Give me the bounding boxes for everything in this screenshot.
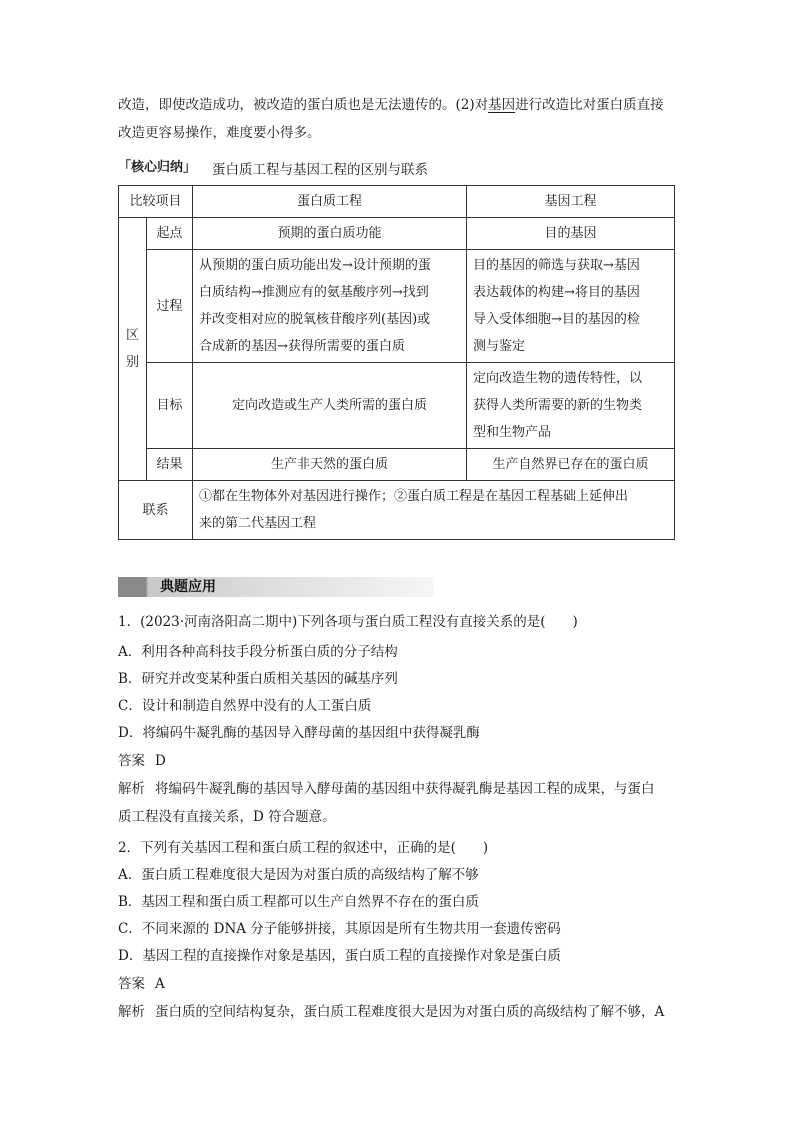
cell-line: 导入受体细胞→目的基因的检 xyxy=(473,312,640,327)
difference-label xyxy=(119,218,147,481)
link-label: 联系 xyxy=(119,481,193,540)
answer-value: D xyxy=(155,753,166,769)
cell-line: ①都在生物体外对基因进行操作；②蛋白质工程是在基因工程基础上延伸出 xyxy=(199,489,629,504)
q1-analysis-line-1 xyxy=(118,779,655,799)
q1-option-b: B．研究并改变某种蛋白质相关基因的碱基序列 xyxy=(118,671,398,687)
header-item: 比较项目 xyxy=(119,186,193,218)
q2-analysis-line-1 xyxy=(118,1002,664,1022)
cell-line: 白质结构→推测应有的氨基酸序列→找到 xyxy=(199,285,429,300)
q1-stem: 1．(2023·河南洛阳高二期中)下列各项与蛋白质工程没有直接关系的是( ) xyxy=(118,614,578,630)
cell-gene xyxy=(467,449,675,481)
q2-option-b: B．基因工程和蛋白质工程都可以生产自然界不存在的蛋白质 xyxy=(118,894,479,910)
cell-protein xyxy=(193,218,467,250)
cell-line: 来的第二代基因工程 xyxy=(199,516,317,531)
analysis-text: 将编码牛凝乳酶的基因导入酵母菌的基因组中获得凝乳酶是基因工程的成果，与蛋白 xyxy=(155,781,655,797)
q2-option-c: C．不同来源的 DNA 分子能够拼接，其原因是所有生物共用一套遗传密码 xyxy=(118,921,561,937)
cell-protein xyxy=(193,250,467,363)
cell-line: 表达载体的构建→将目的基因 xyxy=(473,285,640,300)
q2-option-d: D．基因工程的直接操作对象是基因，蛋白质工程的直接操作对象是蛋白质 xyxy=(118,948,561,964)
cell-line: 获得人类所需要的新的生物类 xyxy=(473,398,643,413)
cell-line: 从预期的蛋白质功能出发→设计预期的蛋 xyxy=(199,258,431,273)
header-protein-engineering: 蛋白质工程 xyxy=(193,186,467,218)
row-label: 目标 xyxy=(147,363,193,449)
cell-line: 并改变相对应的脱氧核苷酸序列(基因)或 xyxy=(199,312,431,327)
table-row-process xyxy=(119,250,675,363)
difference-char-1: 区 xyxy=(125,328,139,343)
intro-text: 进行改造比对蛋白质直接 xyxy=(515,97,664,113)
cell-line: 测与鉴定 xyxy=(473,339,526,354)
cell-line: 生产自然界已存在的蛋白质 xyxy=(492,457,649,472)
table-row-start xyxy=(119,218,675,250)
link-text xyxy=(193,481,675,540)
q1-analysis-line-2: 质工程没有直接关系，D 符合题意。 xyxy=(118,809,336,825)
analysis-text: 蛋白质的空间结构复杂，蛋白质工程难度很大是因为对蛋白质的高级结构了解不够，A xyxy=(155,1004,665,1020)
intro-line-2: 改造更容易操作，难度要小得多。 xyxy=(118,125,321,141)
cell-gene xyxy=(467,363,675,449)
cell-line: 目的基因 xyxy=(544,226,597,241)
q1-option-a: A．利用各种高科技手段分析蛋白质的分子结构 xyxy=(118,644,398,660)
cell-line: 定向改造或生产人类所需的蛋白质 xyxy=(232,398,428,413)
cell-protein xyxy=(193,363,467,449)
q2-option-a: A．蛋白质工程难度很大是因为对蛋白质的高级结构了解不够 xyxy=(118,867,479,883)
intro-line-1 xyxy=(118,95,664,115)
row-label: 起点 xyxy=(147,218,193,250)
underlined-term: 基因 xyxy=(488,97,516,113)
row-label: 结果 xyxy=(147,449,193,481)
cell-gene xyxy=(467,250,675,363)
q2-stem: 2．下列有关基因工程和蛋白质工程的叙述中，正确的是( ) xyxy=(118,840,489,856)
intro-text: 改造，即使改造成功，被改造的蛋白质也是无法遗传的。(2)对 xyxy=(118,97,489,113)
row-label: 过程 xyxy=(147,250,193,363)
header-gene-engineering: 基因工程 xyxy=(467,186,675,218)
section-title: 典题应用 xyxy=(160,579,216,595)
q1-answer xyxy=(118,751,166,771)
cell-line: 生产非天然的蛋白质 xyxy=(271,457,389,472)
cell-line: 型和生物产品 xyxy=(473,425,552,440)
analysis-label: 解析 xyxy=(118,1004,145,1020)
cell-line: 合成新的基因→获得所需要的蛋白质 xyxy=(199,339,405,354)
table-title: 蛋白质工程与基因工程的区别与联系 xyxy=(212,162,428,178)
answer-label: 答案 xyxy=(118,976,145,992)
cell-gene xyxy=(467,218,675,250)
analysis-label: 解析 xyxy=(118,781,145,797)
cell-line: 预期的蛋白质功能 xyxy=(277,226,382,241)
difference-char-2: 别 xyxy=(125,355,139,370)
answer-value: A xyxy=(155,976,165,992)
cell-line: 定向改造生物的遗传特性，以 xyxy=(473,371,643,386)
q1-option-c: C．设计和制造自然界中没有的人工蛋白质 xyxy=(118,698,372,714)
table-row-result xyxy=(119,449,675,481)
q2-answer xyxy=(118,974,165,994)
answer-label: 答案 xyxy=(118,753,145,769)
table-row-goal xyxy=(119,363,675,449)
core-summary-tag: 「核心归纳」 xyxy=(118,160,197,175)
cell-protein xyxy=(193,449,467,481)
cell-line: 目的基因的筛选与获取→基因 xyxy=(473,258,640,273)
q1-option-d: D．将编码牛凝乳酶的基因导入酵母菌的基因组中获得凝乳酶 xyxy=(118,725,480,741)
comparison-table xyxy=(118,185,675,540)
table-header-row xyxy=(119,186,675,218)
table-row-link xyxy=(119,481,675,540)
